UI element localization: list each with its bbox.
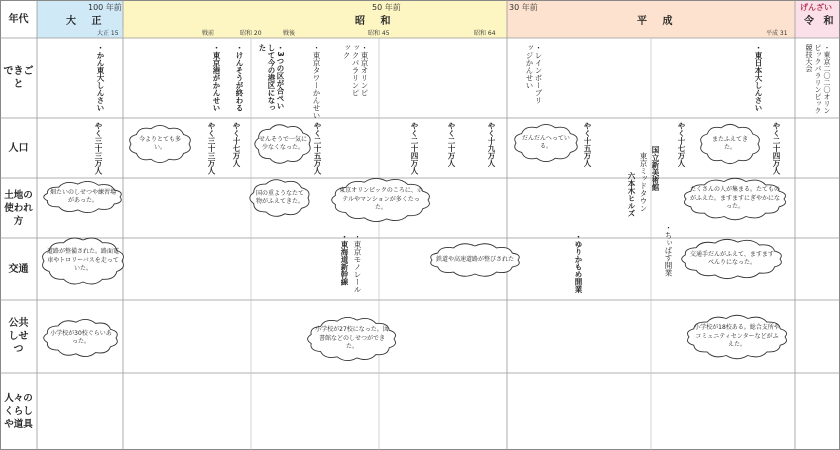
land-use-note-cloud: たくさんの人が集まる。たてものがふえた。ますますにぎやかになった。: [682, 177, 788, 221]
era-ago-heisei: 30 年前: [509, 3, 538, 12]
row-label-events: できごと: [3, 66, 34, 90]
population-value: やく十七万人: [232, 122, 241, 167]
population-value: やく十五万人: [583, 122, 592, 167]
event-tokyo-olympics-1964: ・東京オリンピックパラリンピック: [342, 44, 369, 97]
event-rainbow-bridge: ・レインボーブリッジかんせい: [525, 44, 543, 104]
transport-event: ・東海道新幹線: [340, 233, 349, 286]
era-name-taisho: 大 正: [66, 16, 108, 27]
event-minato-ward: ・3つの区が合ぺいして今の港区になった: [258, 44, 285, 112]
row-label-population: 人口: [8, 142, 29, 154]
era-ago-reiwa: げんざい: [800, 3, 832, 12]
population-value: やく二十四万人: [410, 122, 419, 175]
population-value: やく十九万人: [487, 122, 496, 167]
event-war-end: ・けんそうが終わる: [235, 44, 244, 112]
era-name-reiwa: 令 和: [804, 16, 837, 27]
nendai-label: 年代: [8, 13, 29, 25]
tick-showa-45: 昭和 45: [368, 30, 390, 37]
tick-showa-20: 昭和 20: [240, 30, 262, 37]
population-note-cloud: だんだんへっている。: [512, 123, 580, 163]
population-value: やく二十四万人: [772, 122, 781, 175]
land-use-event: 東京ミッドタウン: [639, 152, 648, 212]
population-note-cloud: せんそうで一気に少なくなった。: [253, 123, 313, 165]
row-label-land-use: 土地の使われ方: [4, 189, 33, 227]
tick-sengo: 戦後: [283, 30, 296, 37]
row-label-transport: 交通: [8, 263, 29, 275]
event-tokyo-port: ・東京港がかんせい: [212, 44, 221, 112]
event-kanto-earthquake: ・かん東大しんさい: [96, 44, 105, 112]
population-value: やく三十三万人: [94, 122, 103, 175]
event-tokyo-tower: ・東京タワーかんせい: [312, 44, 321, 119]
row-label-public-facilities: 公共しせつ: [8, 318, 29, 355]
public-facilities-note-cloud: 小学校が30校ぐらいあった。: [42, 318, 120, 358]
land-use-note-cloud: 国の重ようなたて物がふえてきた。: [248, 178, 312, 218]
tick-showa-64: 昭和 64: [474, 30, 496, 37]
transport-event: ・ちぃばす開業: [664, 224, 673, 277]
public-facilities-note-cloud: 小学校が18校ある。総合支所やコミュニティセンターなどがふえた。: [685, 314, 789, 360]
transport-event: ・ゆりかもめ開業: [574, 233, 583, 293]
event-tokyo-2020: ・東京二〇二〇オリンピックパラリンピック競技大会: [805, 44, 831, 114]
population-value: やく二十万人: [447, 122, 456, 167]
population-value: やく三十三万人: [207, 122, 216, 175]
tick-heisei-31: 平成 31: [766, 30, 788, 37]
public-facilities-note-cloud: 小学校が27校になった。図書館などのしせつができた。: [306, 316, 398, 362]
tick-senzen: 戦前: [202, 30, 215, 37]
transport-note-cloud: 交通手だんがふえて、ますますべんりになった。: [680, 238, 784, 280]
transport-event: ・東京モノレール: [353, 233, 362, 293]
population-note-cloud: またふえてきた。: [698, 123, 762, 165]
event-great-east-japan-earthquake: ・東日本大しんさい: [754, 44, 763, 112]
era-name-heisei: 平 成: [637, 16, 679, 27]
land-use-event: 国立新美術館: [651, 146, 660, 191]
population-value: やく十七万人: [677, 122, 686, 167]
land-use-note-cloud: 畑たいのしせつや練習場があった。: [42, 180, 124, 214]
tick-taisho-15: 大正 15: [97, 30, 119, 37]
transport-note-cloud: 鉄道や高速道路が整びされた: [428, 242, 522, 278]
land-use-event: 六本木ヒルズ: [627, 172, 636, 217]
row-label-daily-life: 人々のくらしや道具: [4, 393, 33, 430]
transport-note-cloud: 道路が整備された。路面電車やトロリーバスを走っていた。: [40, 236, 126, 286]
era-bg-showa: [123, 0, 507, 38]
era-name-showa: 昭 和: [355, 16, 397, 27]
land-use-note-cloud: 東京オリンピックのころに、ホテルやマンションが多くたった。: [330, 177, 432, 223]
population-note-cloud: 今よりとても多い。: [127, 124, 193, 164]
era-ago-showa: 50 年前: [372, 3, 401, 12]
population-value: やく二十五万人: [313, 122, 322, 175]
era-ago-taisho: 100 年前: [88, 3, 122, 12]
